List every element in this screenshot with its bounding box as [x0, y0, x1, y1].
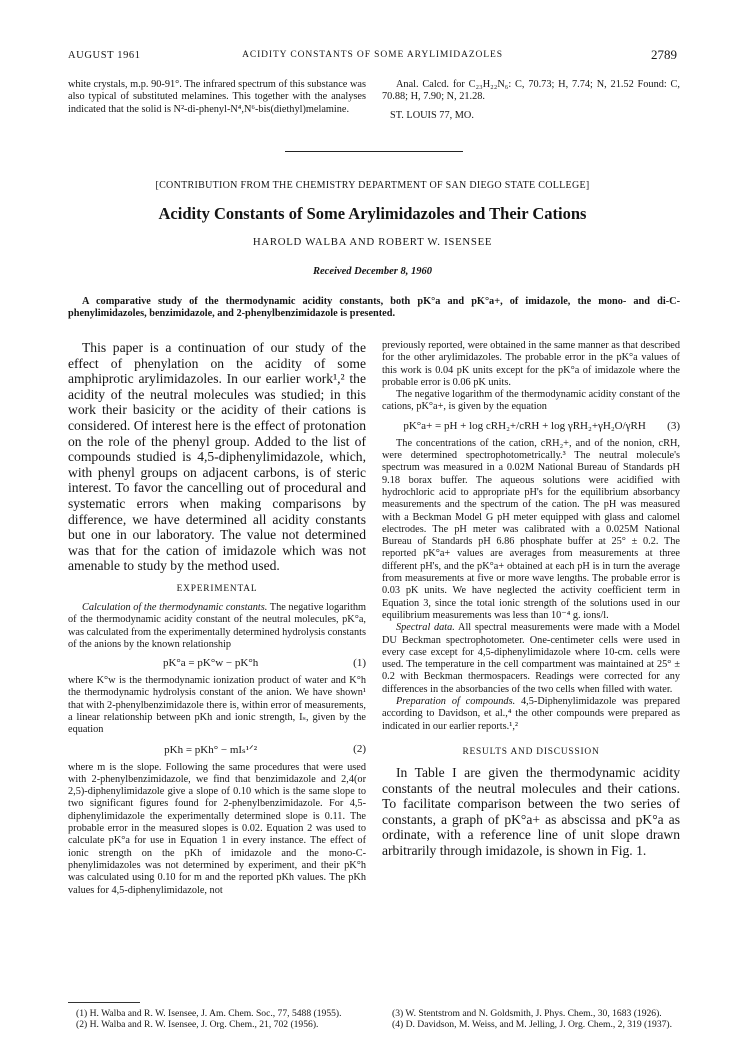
spectral-data-text: All spectral measurements were made with a Model DU Beckman spectrophotometer. One-centimeter cells were used in every case except for 4,5-diphenylimidazole where 10-cm. cells were used. The temperature in the cell compartment was maintained at 25° ± 0.2 with Beckman thermospacers. Readings were corrected for any differences in the absorbancies of the two cells when filled with water. [382, 622, 680, 695]
equation-3-number: (3) [667, 419, 680, 432]
equation-2 [68, 743, 366, 756]
running-header-title: ACIDITY CONSTANTS OF SOME ARYLIMIDAZOLES [242, 50, 503, 60]
equation-2-expression: pKh = pKh° − mIₛ¹ᐟ² [164, 743, 258, 756]
previous-article-text: white crystals, m.p. 90-91°. The infrared spectrum of this substance was also typical of substituted melamines. This together with the analyses indicated that the solid is N²-di-phenyl-N⁴,N⁶-bis(diethyl)melamine. [68, 79, 366, 115]
footnote-4: (4) D. Davidson, M. Weiss, and M. Jelling, J. Org. Chem., 2, 319 (1937). [392, 1019, 673, 1031]
continued-paragraph: previously reported, were obtained in the same manner as that described for the other arylimidazoles. The probable error in the pK°a values of this work is 0.04 pK units except for the pK°a of imidazole where the probable error is 0.06 pK units. [382, 340, 680, 388]
spectral-data-paragraph [382, 622, 680, 696]
footnotes-right [384, 1008, 680, 1031]
previous-article-right [382, 79, 680, 122]
slope-paragraph: where m is the slope. Following the same procedures that were used with 2-phenylbenzimidazole, we find that benzimidazole and 2,4(or 2,5)-diphenylimidazole give a slope of 0.10 which is the same slope to two significant figures found for 2-phenylbenzimidazole. For 4,5-diphenylimidazole the experimentally determined slope is 0.11. The probable error in the measured slopes is 0.02. Equation 2 was used to calculate pK°a for use in Equation 1 in every instance. The effect of ionic strength on the pKh of imidazole and the mono-C-phenylimidazoles was not determined by experiment, and their pK°h was calculated using 0.10 for m and the reported pKh values. The pKh values for 4,5-diphenylimidazole, not [68, 761, 366, 896]
footnote-rule [68, 1002, 140, 1003]
preparation-lead: Preparation of compounds. [396, 696, 516, 708]
previous-article-location: ST. LOUIS 77, MO. [390, 109, 474, 121]
cation-acidity-paragraph: The negative logarithm of the thermodynamic acidity constant of the cations, pK°a+, is given by the equation [382, 389, 680, 413]
article-title: Acidity Constants of Some Arylimidazoles and Their Cations [158, 204, 587, 223]
calculation-paragraph [68, 602, 366, 651]
previous-article-left [68, 79, 366, 116]
contribution-line: [CONTRIBUTION FROM THE CHEMISTRY DEPARTMENT OF SAN DIEGO STATE COLLEGE] [155, 180, 590, 191]
preparation-text: 4,5-Diphenylimidazole was prepared according to Davidson, et al.,⁴ the other compounds were prepared as indicated in our earlier reports.¹,² [382, 696, 680, 732]
footnote-1: (1) H. Walba and R. W. Isensee, J. Am. Chem. Soc., 77, 5488 (1955). [76, 1008, 342, 1019]
footnote-2: (2) H. Walba and R. W. Isensee, J. Org. Chem., 21, 702 (1956). [76, 1019, 319, 1031]
previous-article-analysis: Anal. Calcd. for C₂₃H₂₂N₆: C, 70.73; H, 7.74; N, 21.52 Found: C, 70.88; H, 7.90; N, 21.28. [382, 79, 680, 103]
equation-1-explanation: where K°w is the thermodynamic ionization product of water and K°h the thermodynamic hydrolysis constant of the anion. We have shown¹ that with 2-phenylbenzimidazole there is, within error of measurements, a linear relationship between pKh and ionic strength, Iₛ, given by the equation [68, 675, 366, 736]
authors: HAROLD WALBA AND ROBERT W. ISENSEE [252, 236, 493, 248]
abstract: A comparative study of the thermodynamic acidity constants, both pK°a and pK°a+, of imidazole, the mono- and di-C-phenylimidazoles, benzimidazole, and 2-phenylbenzimidazole is presented. [68, 296, 680, 320]
footnotes-left [68, 1008, 364, 1031]
spectral-data-lead: Spectral data. [396, 622, 455, 634]
equation-3 [382, 420, 680, 432]
preparation-paragraph [382, 696, 680, 733]
page-number: 2789 [651, 47, 677, 62]
footnote-3: (3) W. Stentstrom and N. Goldsmith, J. Phys. Chem., 30, 1683 (1926). [392, 1008, 662, 1019]
calculation-lead: Calculation of the thermodynamic constants. [82, 601, 268, 613]
left-column [68, 340, 366, 897]
equation-1-number: (1) [353, 657, 366, 670]
running-header-date: AUGUST 1961 [68, 50, 141, 61]
received-date: Received December 8, 1960 [313, 266, 432, 277]
equation-3-expression: pK°a+ = pH + log cRH₂+/cRH + log γRH₂+γH₂O/γRH [403, 419, 646, 432]
article-separator-rule [285, 151, 463, 152]
equation-1 [68, 657, 366, 669]
section-heading-results: RESULTS AND DISCUSSION [462, 746, 600, 757]
equation-2-number: (2) [353, 743, 366, 756]
calculation-text: The negative logarithm of the thermodynamic acidity constant of the neutral molecules, pK°a, was calculated from the experimentally determined hydrolysis constants of the anions by the known relationship [68, 601, 366, 650]
equation-1-expression: pK°a = pK°w − pK°h [162, 657, 259, 670]
right-column [382, 340, 680, 858]
introduction-paragraph: This paper is a continuation of our study of the effect of phenylation on the acidity of some amphiprotic arylimidazoles. In our earlier work¹,² the acidity of the neutral molecules was studied; in this work their basicity or the acidity of their cations is considered. Of interest here is the effect of protonation on the role of the phenyl group. Added to the list of compounds studied is 4,5-diphenylimidazole, which, with phenyl groups on adjacent carbons, is of steric interest. To favor the cancelling out of procedural and systematic errors when making comparisons by difference, we have determined all acidity constants but one in our laboratory. The value not determined was that for the cation of imidazole which was not amenable to study by the method used. [68, 340, 366, 574]
concentration-paragraph: The concentrations of the cation, cRH₂+, and of the nonion, cRH, were determined spectrophotometrically.³ The neutral molecule's spectrum was measured in a 0.02M National Bureau of Standards pH 9.18 borax buffer. The aqueous solutions were acidified with hydrochloric acid to appropriate pH's for the equilibrium absorbancy measurements and the spectrum of the cation. The pH was measured with a Beckman Model G pH meter equipped with glass and calomel electrodes. The pH meter was calibrated with a 0.025M National Bureau of Standards pH 6.86 phosphate buffer at 25° ± 0.2. The reported pK°a+ values are averages from measurements at three different pH's, and the pK°a+ obtained at each pH is in turn the average from measurements at five or more wave lengths. The probable error is 0.03 pK units. We have neglected the activity coefficient term in Equation 3, since the total ionic strength of the solutions used in our equilibrium measurements was less than 10⁻⁴ g. ions/l. [382, 437, 680, 621]
section-heading-experimental: EXPERIMENTAL [176, 583, 258, 594]
results-paragraph: In Table I are given the thermodynamic acidity constants of the neutral molecules and their cations. To facilitate comparison between the two series of constants, a graph of pK°a+ as abscissa and pK°a as ordinate, with a reference line of unit slope drawn arbitrarily through imidazole, is shown in Fig. 1. [382, 764, 680, 858]
